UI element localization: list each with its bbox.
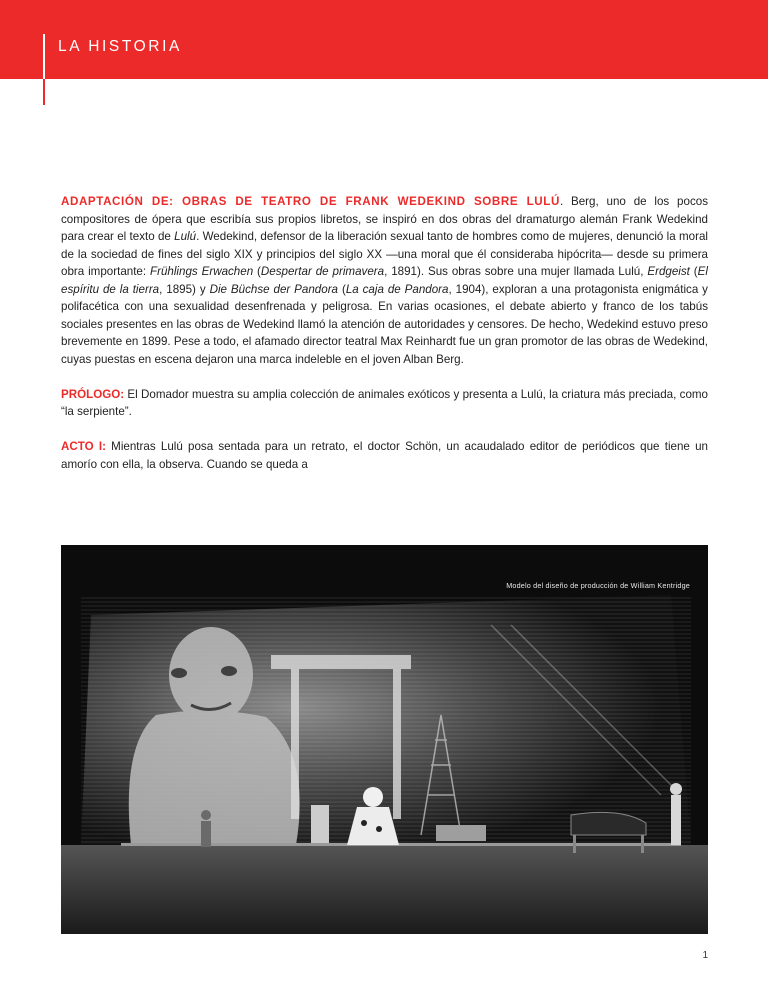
page-number: 1 [702,950,708,961]
section-title: LA HISTORIA [58,38,182,55]
prologue-label: PRÓLOGO: [61,387,125,401]
stage-model-image [61,545,708,934]
photo-caption: Modelo del diseño de producción de William Kentridge [506,581,690,590]
act1-paragraph: ACTO I: Mientras Lulú posa sentada para un retrato, el doctor Schön, un acaudalado editor de periódicos que tiene un amorío con ella, la observa. Cuando se queda a [61,440,708,471]
act1-label: ACTO I: [61,440,106,453]
production-design-photo [61,545,708,934]
header-accent-rule-white [43,34,45,79]
story-body [61,193,708,491]
adaptation-heading: ADAPTACIÓN DE: OBRAS DE TEATRO DE FRANK WEDEKIND SOBRE LULÚ [61,195,560,208]
prologue-paragraph: PRÓLOGO: El Domador muestra su amplia colección de animales exóticos y presenta a Lulú, la criatura más preciada, como “la serpiente”. [61,387,708,418]
adaptation-paragraph: ADAPTACIÓN DE: OBRAS DE TEATRO DE FRANK WEDEKIND SOBRE LULÚ. Berg, uno de los pocos compositores de ópera que escribía sus propios libretos, se inspiró en dos obras del dramaturgo alemán Frank Wedekind para crear el texto de Lulú. Wedekind, defensor de la liberación sexual tanto de hombres como de mujeres, denunció la moral de la sociedad de fines del siglo XIX y principios del siglo XX —una moral que él consideraba hipócrita— desde su primera obra importante: Frühlings Erwachen (Despertar de primavera, 1891). Sus obras sobre una mujer llamada Lulú, Erdgeist (El espíritu de la tierra, 1895) y Die Büchse der Pandora (La caja de Pandora, 1904), exploran a una protagonista enigmática y polifacética con una sexualidad desenfrenada y peligrosa. En varias ocasiones, el debate abierto y franco de los tabús sociales presentes en las obras de Wedekind llamó la atención de autoridades y censores. De hecho, Wedekind estuvo preso brevemente en 1899. Pese a todo, el afamado director teatral Max Reinhardt fue un gran promotor de las obras de Wedekind, cuyas puestas en escena dejaron una marca indeleble en el joven Alban Berg. [61,195,708,366]
header-band [0,0,768,79]
